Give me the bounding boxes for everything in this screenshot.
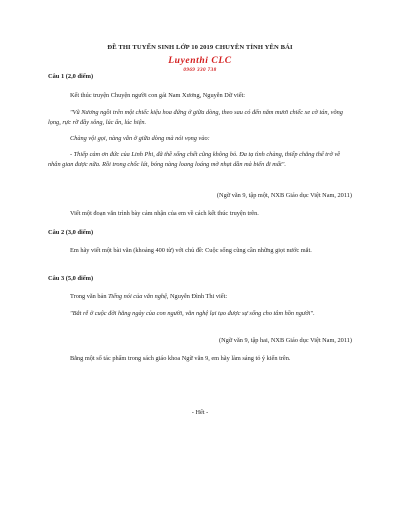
question-2-task: Em hãy viết một bài văn (khoảng 400 từ) với chủ đề: Cuộc sống cũng cần những giọt nước mắt. — [70, 247, 312, 254]
question-3-intro-suffix: , Nguyễn Đình Thi viết: — [166, 293, 228, 300]
question-3-heading: Câu 3 (5,0 điểm) — [48, 275, 94, 282]
end-marker: - Hết - — [191, 409, 209, 416]
brand-logo — [0, 57, 400, 73]
question-3-intro-prefix: Trong văn bản — [70, 293, 109, 300]
question-3-quote: "Bắt rễ ở cuộc đời hằng ngày của con người, văn nghệ lại tạo được sự sống cho tâm hồn người". — [70, 310, 315, 317]
question-3-intro — [48, 292, 353, 302]
question-1-quote-part-1: "Vũ Nương ngồi trên một chiếc kiệu hoa đứng ở giữa dòng, theo sau có đến năm mươi chiếc xe cờ tán, võng lọng, rực rỡ đầy sông, lúc ẩn, lúc hiện. — [48, 109, 343, 126]
brand-name: Luyenthi CLC — [168, 56, 232, 66]
question-3-work-title: Tiếng nói của văn nghệ — [108, 293, 167, 300]
question-1-quote-part-2: Chàng vội gọi, nàng vẫn ở giữa dòng mà nói vọng vào: — [70, 135, 210, 142]
exam-title: ĐỀ THI TUYỂN SINH LỚP 10 2019 CHUYÊN TỈNH YÊN BÁI — [107, 44, 293, 51]
question-3-task: Bằng một số tác phẩm trong sách giáo khoa Ngữ văn 9, em hãy làm sáng tỏ ý kiến trên. — [70, 355, 291, 362]
question-1-task: Viết một đoạn văn trình bày cảm nhận của em về cách kết thúc truyện trên. — [70, 210, 259, 217]
question-2-heading: Câu 2 (3,0 điểm) — [48, 229, 94, 236]
question-1-intro: Kết thúc truyện Chuyện người con gái Nam Xương, Nguyễn Dữ viết: — [70, 92, 245, 99]
question-1-heading: Câu 1 (2,0 điểm) — [48, 73, 94, 80]
brand-phone: 0969 330 738 — [183, 66, 217, 73]
question-1-quote-part-3: - Thiếp cảm ơn đức của Linh Phi, đã thề sống chết cũng không bỏ. Đa tạ tình chàng, thiếp chẳng thể trở về nhân gian được nữa. Rồi trong chốc lát, bóng nàng loang loáng mờ nhạt dần mà biến đi mất". — [48, 151, 341, 168]
question-1-source: (Ngữ văn 9, tập một, NXB Giáo dục Việt Nam, 2011) — [216, 192, 352, 199]
question-3-source: (Ngữ văn 9, tập hai, NXB Giáo dục Việt Nam, 2011) — [219, 337, 352, 344]
